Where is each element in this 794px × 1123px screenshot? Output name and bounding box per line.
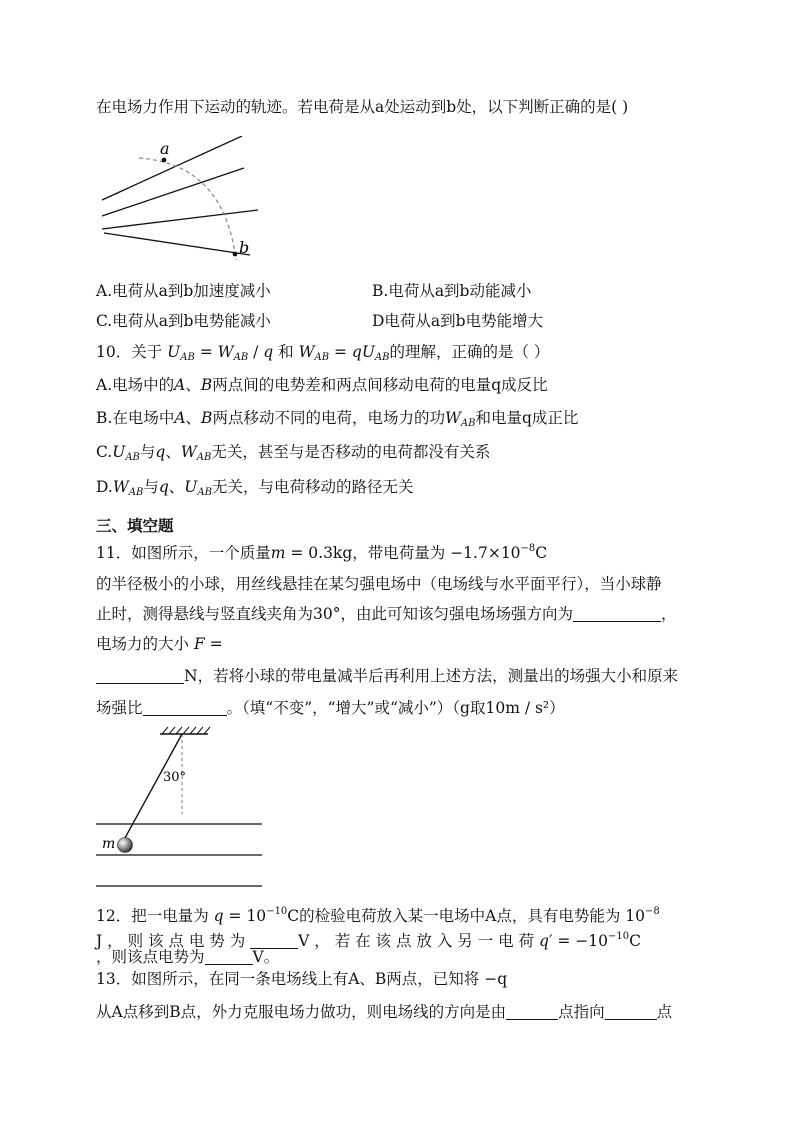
option-9d: D电荷从a到b电势能增大 [372,312,544,330]
question-11-line2: 的半径极小的小球，用丝线悬挂在某匀强电场中（电场线与水平面平行），当小球静 [96,575,662,593]
answer-blank-force[interactable] [96,667,184,684]
question-11-line1: 11．如图所示，一个质量m = 0.3kg，带电荷量为 $-1.7\times 10^{-8}C$ [96,543,548,562]
option-9b: B.电荷从a到b动能减小 [372,282,532,300]
question-13-line1: 13．如图所示，在同一条电场线上有A、B两点，已知将 −q [96,970,508,988]
answer-blank-from[interactable] [506,1003,558,1020]
answer-blank-direction[interactable] [573,605,661,622]
field-lines-figure [94,136,274,266]
point-a-label: a [160,139,170,158]
option-9c: C.电荷从a到b电势能减小 [96,312,271,330]
pendulum-figure [94,726,266,890]
question-11-line3: 止时，测得悬线与竖直线夹角为30°，由此可知该匀强电场场强方向为 ， [96,605,677,623]
answer-blank-ratio[interactable] [143,699,227,716]
question-9-stem: 在电场力作用下运动的轨迹。若电荷是从a处运动到b处，以下判断正确的是( ) [96,98,629,116]
option-10b: B.在电场中A、B两点移动不同的电荷，电场力的功$W_{AB}$和电量q成正比 [96,409,579,429]
question-12-line1: 12．把一电量为 $q = 10^{-10}C$的检验电荷放入某一电场中A点，具有电势能为 $10^{-8}$ [96,906,660,925]
question-11-line5: N，若将小球的带电量减半后再利用上述方法，测量出的场强大小和原来 [96,665,678,687]
point-b-label: b [239,238,250,257]
question-12-line2: J ， 则 该 点 电 势 为 V ， 若 在 该 点 放 入 另 一 电 荷 $q' = -10^{-10}C$ [96,931,641,950]
mass-label: m [102,836,116,852]
option-10c: $C.U_{AB}$与q、$W_{AB}$无关，甚至与是否移动的电荷都没有关系 [96,443,491,463]
option-9a: A.电荷从a到b加速度减小 [96,282,271,300]
question-12-line3: ，则该点电势为 V。 [96,948,280,966]
option-10a: A.电场中的A、B两点间的电势差和两点间移动电荷的电量q成反比 [96,376,548,394]
angle-label: 30° [163,770,187,785]
question-11-line4: 电场力的大小 F = [96,635,223,653]
question-13-line2: 从A点移到B点，外力克服电场力做功，则电场线的方向是由 点指向 点 [96,1003,673,1021]
question-10-stem: 10．关于 $U_{AB} = W_{AB} / q$ 和 $W_{AB} = qU_{AB}$的理解，正确的是（ ） [96,343,550,363]
answer-blank-to[interactable] [605,1003,657,1020]
answer-blank-potential-2[interactable] [205,948,253,965]
section-title: 三、填空题 [96,516,174,535]
question-11-line6: 场强比 。（填“不变”，“增大”或“减小”）（g取10m / s²） [96,699,565,717]
option-10d: $D.W_{AB}$与q、$U_{AB}$无关，与电荷移动的路径无关 [96,478,414,498]
